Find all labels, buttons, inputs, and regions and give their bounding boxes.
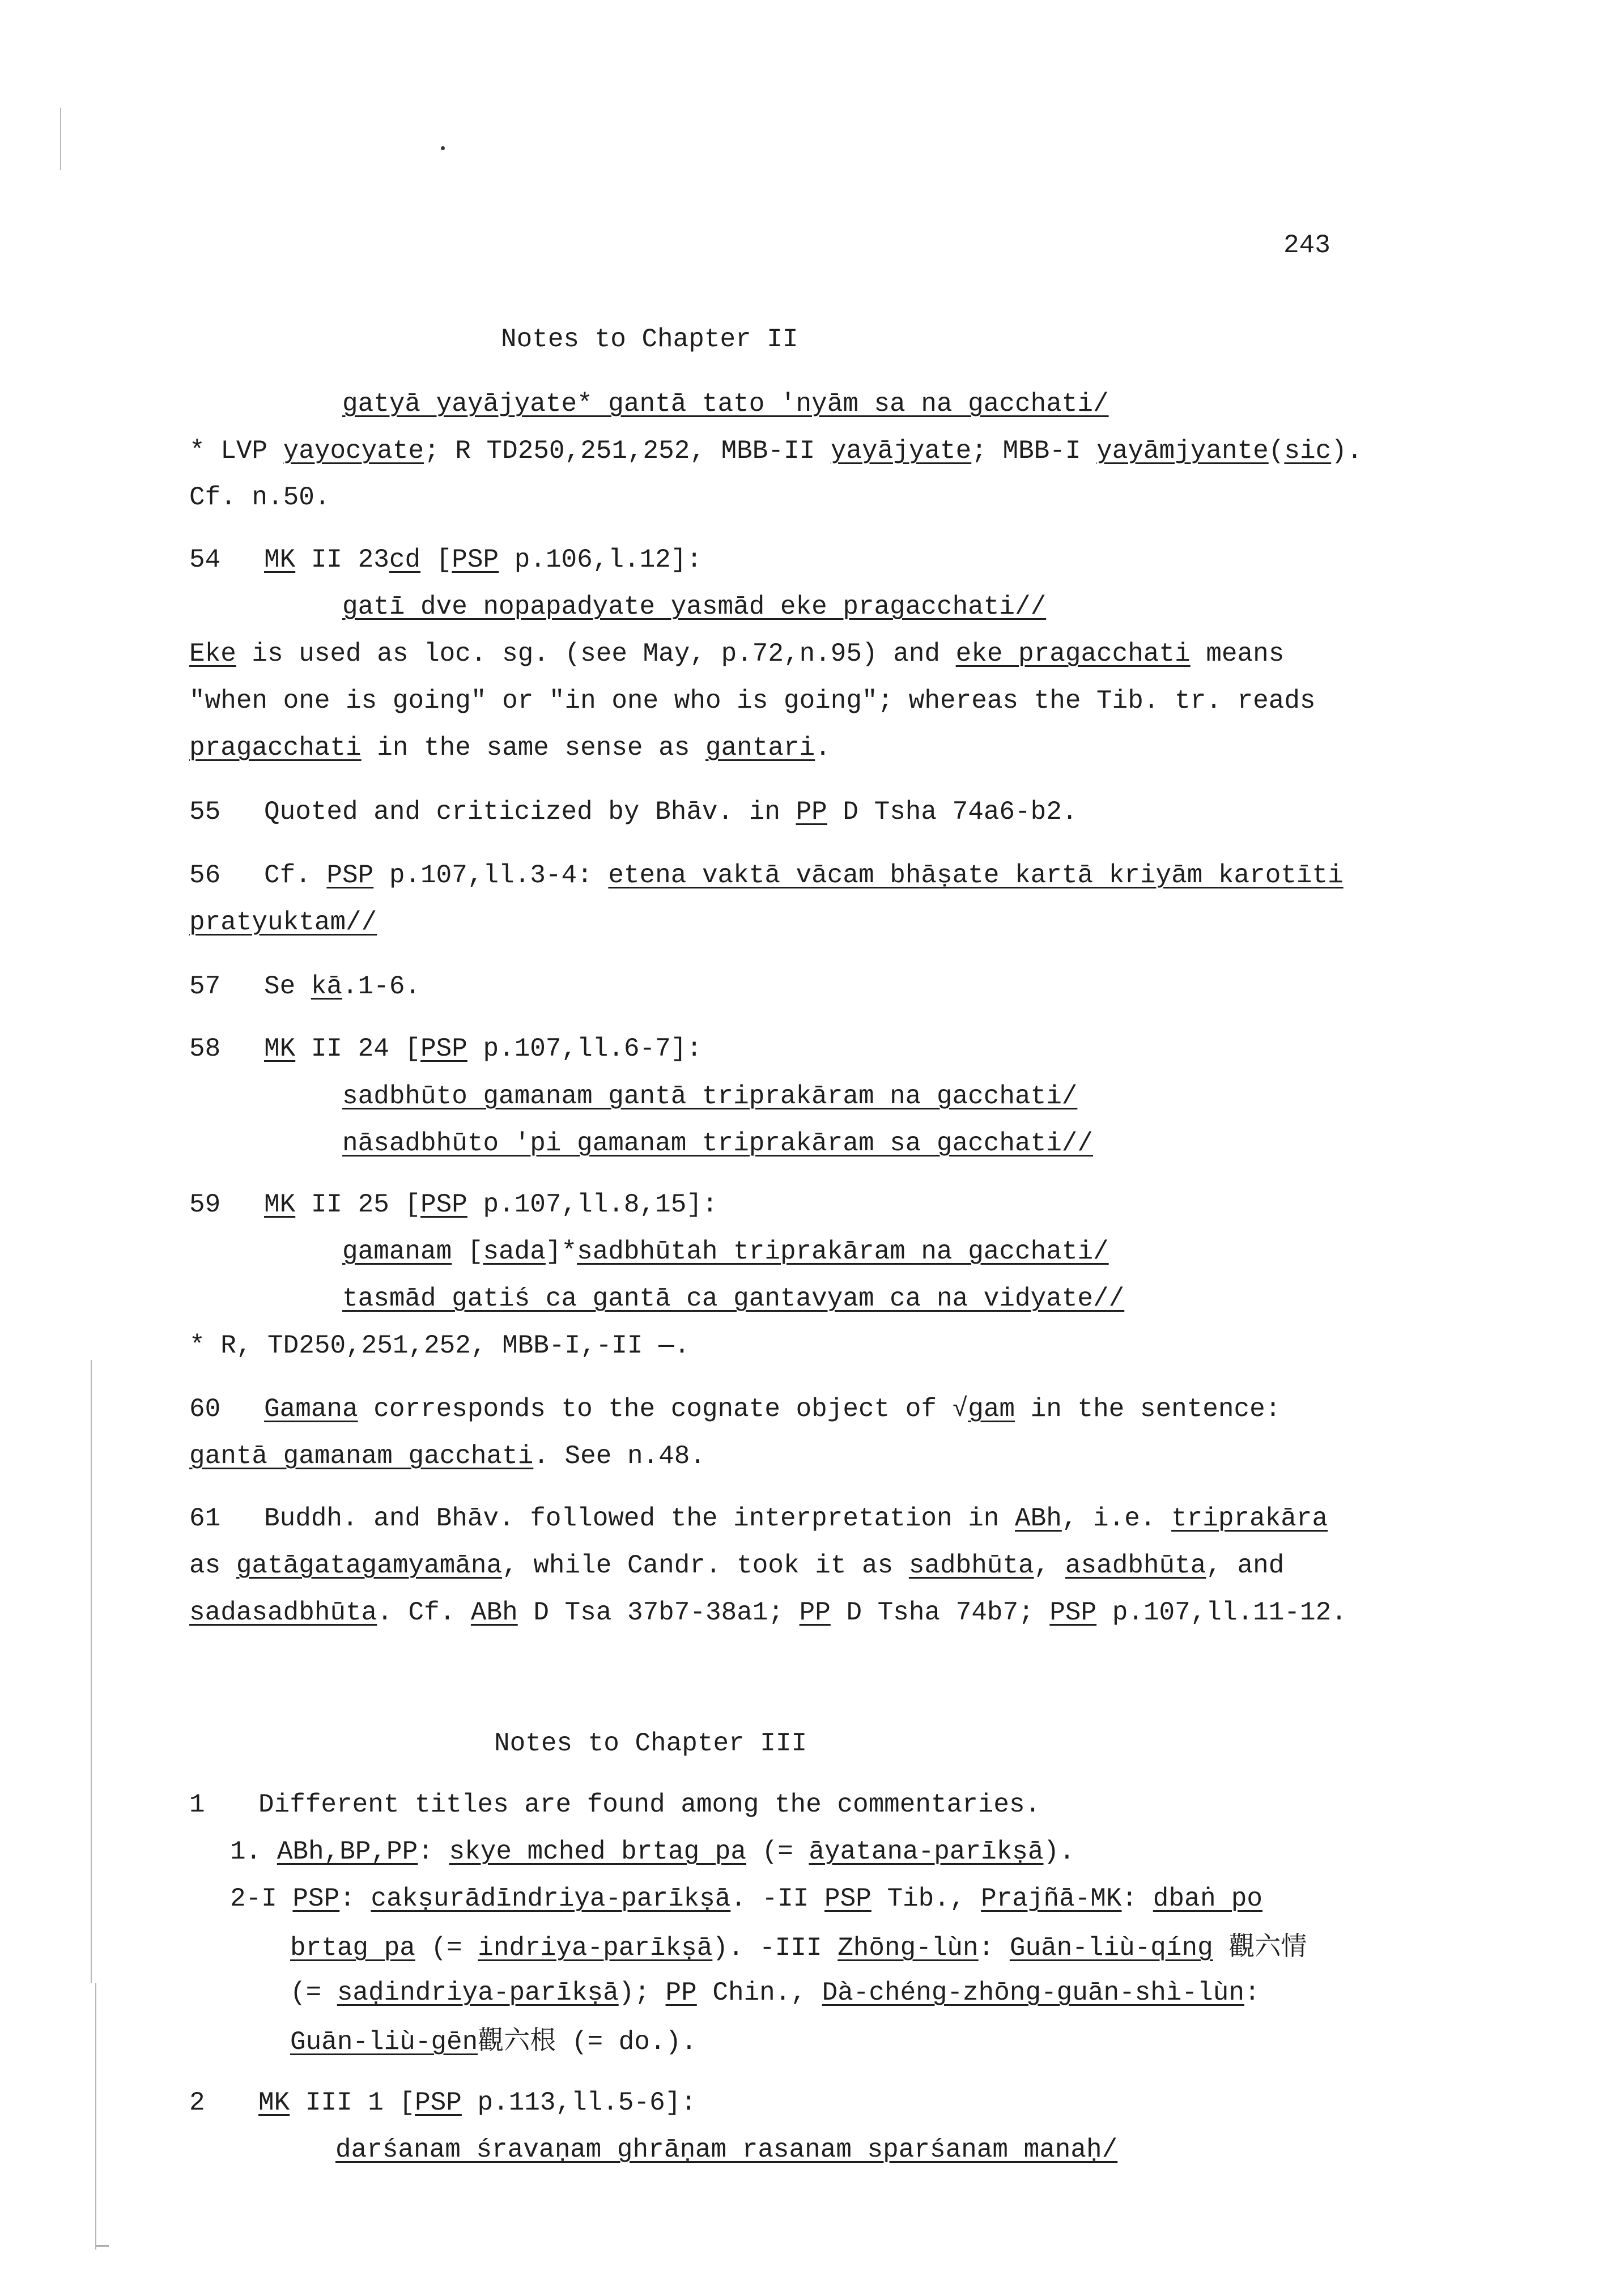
note-57-text: Se kā.1-6. (264, 972, 421, 1001)
note-59-footnote: * R, TD250,251,252, MBB-I,-II —. (189, 1331, 690, 1360)
note-54-text-3: pragacchati in the same sense as gantari. (189, 733, 831, 763)
note-54-text-2: "when one is going" or "in one who is going"; whereas the Tib. tr. reads (189, 686, 1316, 716)
ch3-note-1-number: 1 (189, 1790, 205, 1819)
verse-top: gatyā yayājyate* gantā tato 'nyām sa na gacchati/ (342, 389, 1109, 419)
note-55-text: Quoted and criticized by Bhāv. in PP D Tsha 74a6-b2. (264, 797, 1078, 827)
note-56-text-1: Cf. PSP p.107,ll.3-4: etena vaktā vācam bhāṣate kartā kriyām karotīti (264, 861, 1344, 890)
scan-margin-line (91, 1360, 92, 1983)
note-58-verse-2: nāsadbhūto 'pi gamanam triprakāram sa gacchati// (342, 1129, 1094, 1158)
note-58-ref: MK II 24 [PSP p.107,ll.6-7]: (264, 1034, 702, 1064)
scan-margin-line (95, 1983, 96, 2250)
ch3-note-2-number: 2 (189, 2088, 205, 2118)
note-54-number: 54 (189, 545, 221, 575)
note-54-ref: MK II 23cd [PSP p.106,l.12]: (264, 545, 702, 575)
note-61-text-1: Buddh. and Bhāv. followed the interpretation in ABh, i.e. triprakāra (264, 1504, 1328, 1533)
note-56-text-2: pratyuktam// (189, 908, 377, 937)
note-61-number: 61 (189, 1504, 221, 1533)
page-number: 243 (1283, 231, 1330, 260)
note-56-number: 56 (189, 861, 221, 890)
ch3-item-1: 1. ABh,BP,PP: skye mched brtag pa (= āyatana-parīkṣā). (230, 1837, 1075, 1866)
ch3-item-2-line-1: 2-I PSP: cakṣurādīndriya-parīkṣā. -II PSP Tib., Prajñā-MK: dbaṅ po (230, 1884, 1262, 1914)
note-57-number: 57 (189, 972, 221, 1001)
note-59-verse-1: gamanam [sada]*sadbhūtah triprakāram na gacchati/ (342, 1237, 1109, 1266)
ch3-note-2-verse: darśanam śravaṇam ghrāṇam rasanam sparśanam manaḥ/ (335, 2135, 1118, 2165)
ch3-item-2-line-4: Guān-liù-gēn觀六根 (= do.). (290, 2025, 697, 2057)
note-61-text-3: sadasadbhūta. Cf. ABh D Tsa 37b7-38a1; PP D Tsha 74b7; PSP p.107,ll.11-12. (189, 1598, 1347, 1627)
scan-margin-line (60, 108, 61, 170)
chapter-3-title: Notes to Chapter III (494, 1729, 807, 1758)
footnote-star-line: * LVP yayocyate; R TD250,251,252, MBB-II yayājyate; MBB-I yayāmjyante(sic). (189, 436, 1363, 466)
footnote-cf-line: Cf. n.50. (189, 483, 330, 512)
note-54-text-1: Eke is used as loc. sg. (see May, p.72,n.95) and eke pragacchati means (189, 639, 1285, 669)
note-59-verse-2: tasmād gatiś ca gantā ca gantavyam ca na vidyate// (342, 1284, 1125, 1313)
ch3-item-2-line-3: (= saḍindriya-parīkṣā); PP Chin., Dà-chéng-zhōng-guān-shì-lùn: (290, 1978, 1260, 2008)
note-61-text-2: as gatāgatagamyamāna, while Candr. took it as sadbhūta, asadbhūta, and (189, 1551, 1285, 1580)
note-54-verse: gatī dve nopapadyate yasmād eke pragacchati// (342, 592, 1047, 622)
scan-margin-mark (96, 2245, 109, 2247)
scan-dot (441, 146, 445, 150)
note-59-number: 59 (189, 1190, 221, 1219)
note-55-number: 55 (189, 797, 221, 827)
note-60-text-2: gantā gamanam gacchati. See n.48. (189, 1442, 705, 1471)
ch3-note-1-text: Different titles are found among the commentaries. (258, 1790, 1041, 1819)
ch3-item-2-line-2: brtag pa (= indriya-parīkṣā). -III Zhōng-lùn: Guān-liù-qíng 觀六情 (290, 1931, 1307, 1963)
note-60-number: 60 (189, 1394, 221, 1424)
note-60-text-1: Gamana corresponds to the cognate object of √gam in the sentence: (264, 1394, 1281, 1424)
note-58-verse-1: sadbhūto gamanam gantā triprakāram na gacchati/ (342, 1082, 1078, 1111)
note-58-number: 58 (189, 1034, 221, 1064)
ch3-note-2-ref: MK III 1 [PSP p.113,ll.5-6]: (258, 2088, 696, 2118)
note-59-ref: MK II 25 [PSP p.107,ll.8,15]: (264, 1190, 718, 1219)
chapter-2-title: Notes to Chapter II (501, 325, 798, 354)
